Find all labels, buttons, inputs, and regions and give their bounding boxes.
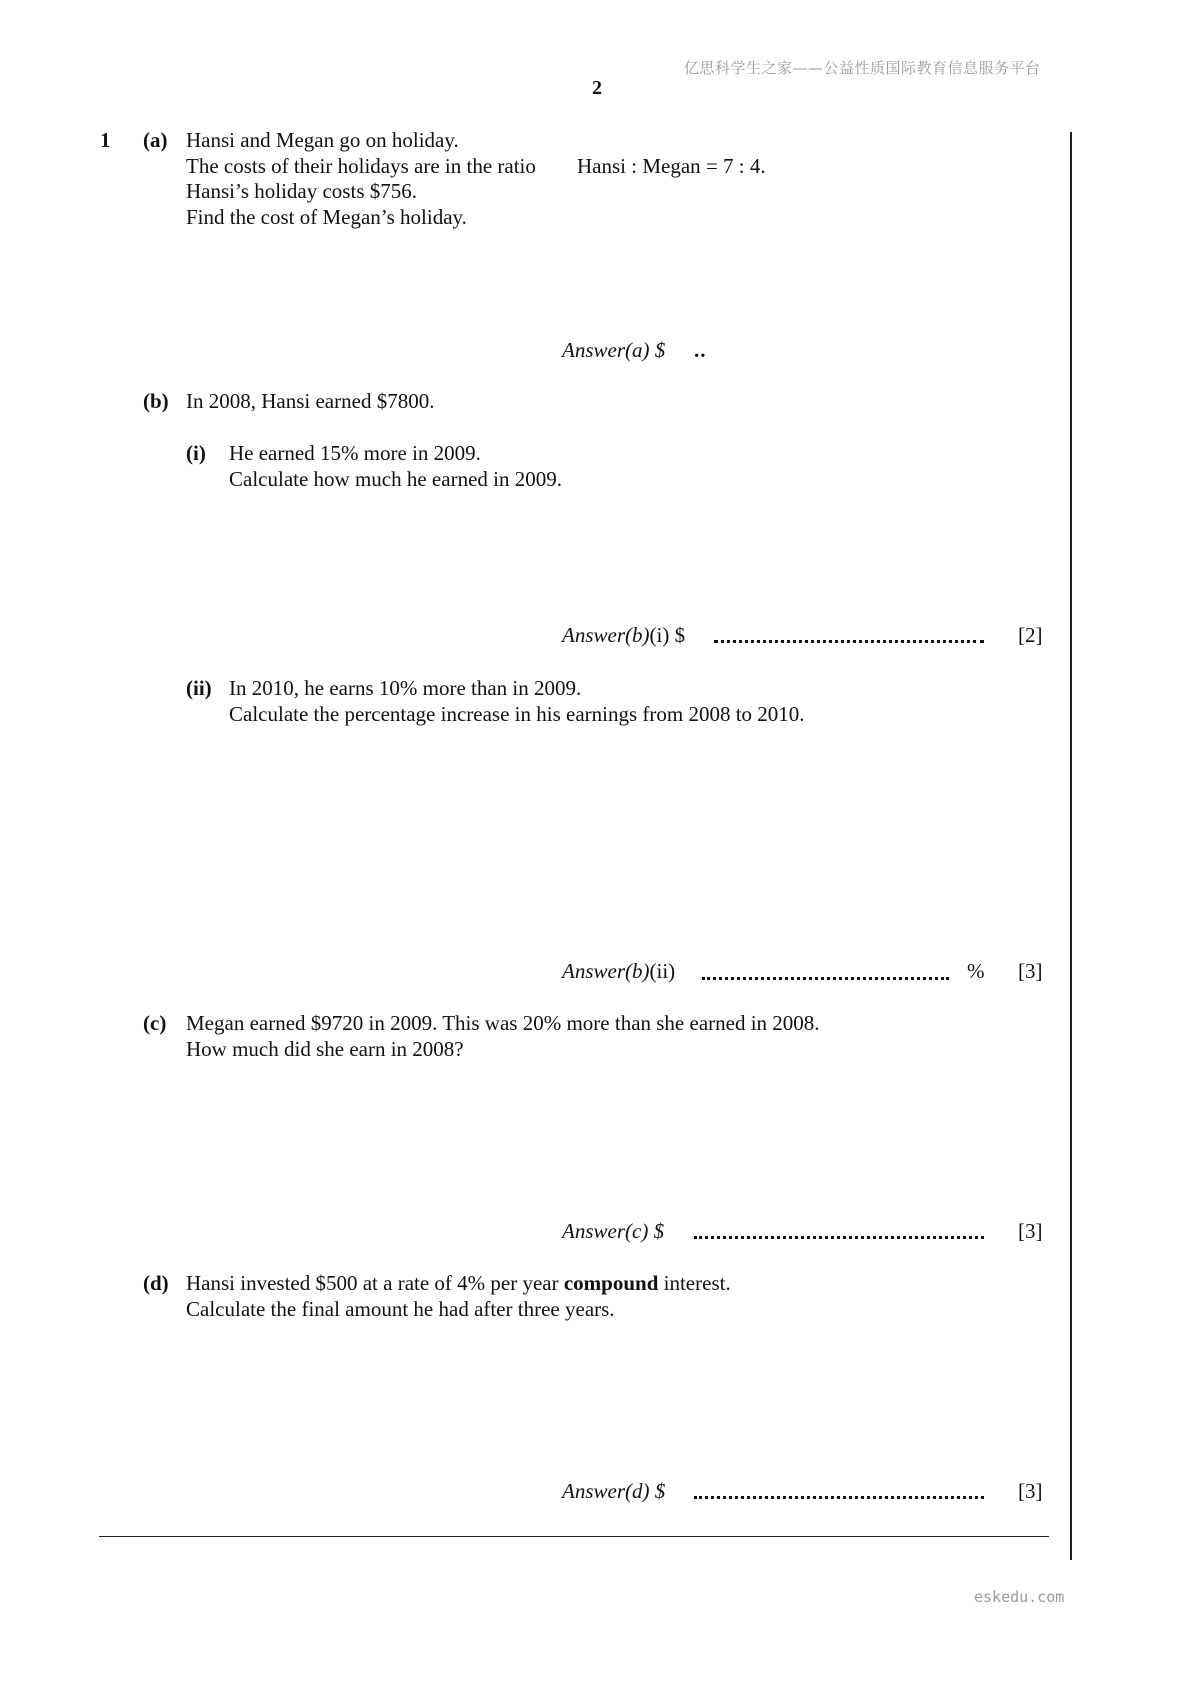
part-a-line-3: Hansi’s holiday costs $756.: [186, 179, 417, 203]
answer-b-i-label-rest: (i) $: [649, 623, 686, 647]
part-b-ii-line-2: Calculate the percentage increase in his earnings from 2008 to 2010.: [229, 702, 805, 726]
answer-b-i-label: [562, 622, 685, 648]
part-b-i-line-2: Calculate how much he earned in 2009.: [229, 467, 562, 491]
answer-b-ii-label-italic: Answer(b): [562, 959, 650, 983]
answer-c-label: Answer(c) $: [562, 1219, 665, 1243]
footer-watermark: eskedu.com: [974, 1588, 1065, 1606]
part-a-line-4: Find the cost of Megan’s holiday.: [186, 205, 467, 229]
part-b-label: (b): [143, 389, 169, 413]
part-d-compound-word: compound: [563, 1271, 659, 1295]
question-number: 1: [100, 128, 111, 152]
part-b-intro: In 2008, Hansi earned $7800.: [186, 389, 435, 413]
answer-d-label: Answer(d) $: [562, 1479, 666, 1503]
part-d-label: (d): [143, 1271, 169, 1295]
page-number: 2: [592, 77, 602, 99]
answer-b-i-field[interactable]: [714, 640, 984, 643]
header-watermark: 亿思科学生之家——公益性质国际教育信息服务平台: [684, 59, 1041, 77]
answer-b-ii-label-rest: (ii): [649, 959, 676, 983]
part-b-i-line-1: He earned 15% more in 2009.: [229, 441, 481, 465]
part-a-line-2: The costs of their holidays are in the ratio: [186, 154, 536, 178]
answer-b-ii-field[interactable]: [702, 977, 949, 980]
part-b-i-label: (i): [186, 441, 206, 465]
answer-b-ii-unit: %: [967, 959, 985, 983]
part-c-label: (c): [143, 1011, 167, 1035]
part-d-line-1-after: interest.: [658, 1271, 731, 1295]
answer-b-ii-marks: [3]: [1018, 959, 1043, 983]
part-a-ratio: Hansi : Megan = 7 : 4.: [577, 154, 766, 178]
part-a-line-1: Hansi and Megan go on holiday.: [186, 128, 459, 152]
part-d-line-1: [186, 1270, 731, 1296]
answer-d-marks: [3]: [1018, 1479, 1043, 1503]
answer-a-field[interactable]: ..: [694, 338, 707, 362]
part-d-line-2: Calculate the final amount he had after three years.: [186, 1297, 615, 1321]
answer-b-i-marks: [2]: [1018, 623, 1043, 647]
answer-b-i-label-italic: Answer(b): [562, 623, 650, 647]
part-a-label: (a): [143, 128, 168, 152]
part-c-line-1: Megan earned $9720 in 2009. This was 20% more than she earned in 2008.: [186, 1011, 820, 1035]
margin-rule: [1070, 132, 1072, 1560]
part-d-line-1-before: Hansi invested $500 at a rate of 4% per year: [186, 1271, 564, 1295]
part-b-ii-line-1: In 2010, he earns 10% more than in 2009.: [229, 676, 582, 700]
answer-c-marks: [3]: [1018, 1219, 1043, 1243]
bottom-rule: [99, 1536, 1049, 1537]
answer-c-field[interactable]: [694, 1236, 984, 1239]
answer-d-field[interactable]: [694, 1496, 984, 1499]
answer-a-label: Answer(a) $: [562, 338, 666, 362]
part-b-ii-label: (ii): [186, 676, 212, 700]
part-c-line-2: How much did she earn in 2008?: [186, 1037, 464, 1061]
answer-b-ii-label: [562, 958, 675, 984]
